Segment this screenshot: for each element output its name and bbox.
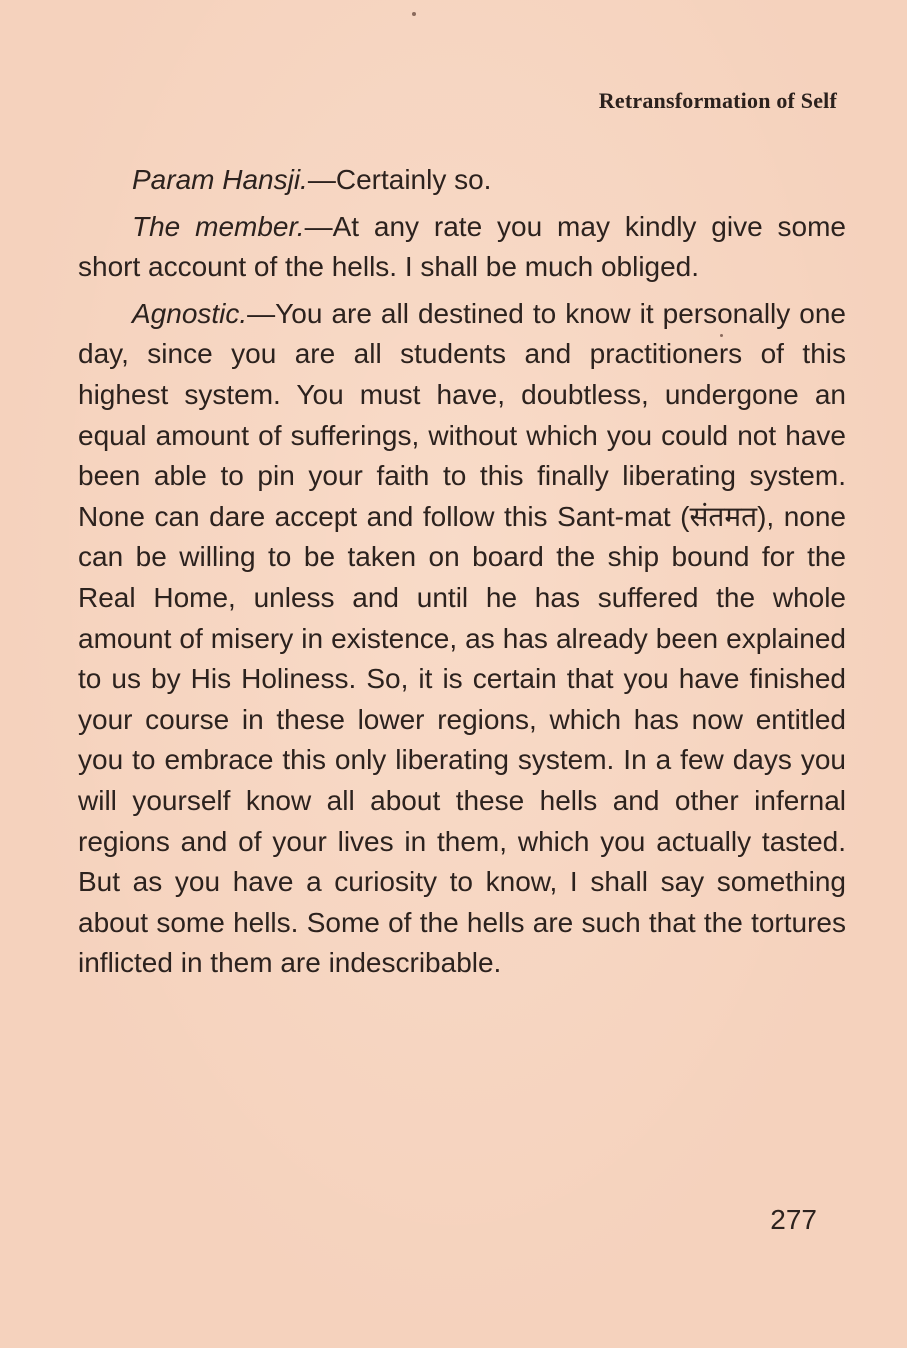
- em-dash: —: [304, 210, 333, 242]
- speaker-name: The member.: [132, 210, 305, 242]
- body-text: [78, 160, 846, 984]
- page-number: 277: [770, 1204, 817, 1235]
- em-dash: —: [247, 297, 276, 329]
- speaker-name: Agnostic.: [132, 297, 248, 329]
- paragraph-text: At any rate you may kindly give some short account of the hells. I shall be much obliged.: [78, 210, 846, 283]
- paragraph-the-member: [78, 207, 846, 288]
- em-dash: —: [307, 164, 336, 195]
- paragraph-agnostic: [78, 294, 846, 984]
- paragraph-param-hansji: [78, 160, 846, 201]
- paragraph-text: Certainly so.: [335, 164, 492, 195]
- paragraph-text: You are all destined to know it personally one day, since you are all students and practitioners of this highest system. You must have, doubtless, undergone an equal amount of sufferings, without which you could not have been able to pin your faith to this finally liberating system. None can dare accept and follow this Sant-mat (संतमत), none can be willing to be taken on board the ship bound for the Real Home, unless and until he has suffered the whole amount of misery in existence, as has already been explained to us by His Holiness. So, it is certain that you have finished your course in these lower regions, which has now entitled you to embrace this only liberating system. In a few days you will yourself know all about these hells and other infernal regions and of your lives in them, which you actually tasted. But as you have a curiosity to know, I shall say something about some hells. Some of the hells are such that the tortures inflicted in them are indescribable.: [78, 297, 846, 979]
- paper-speck: [412, 12, 416, 16]
- running-head: Retransformation of Self: [598, 88, 837, 113]
- speaker-name: Param Hansji.: [132, 164, 308, 195]
